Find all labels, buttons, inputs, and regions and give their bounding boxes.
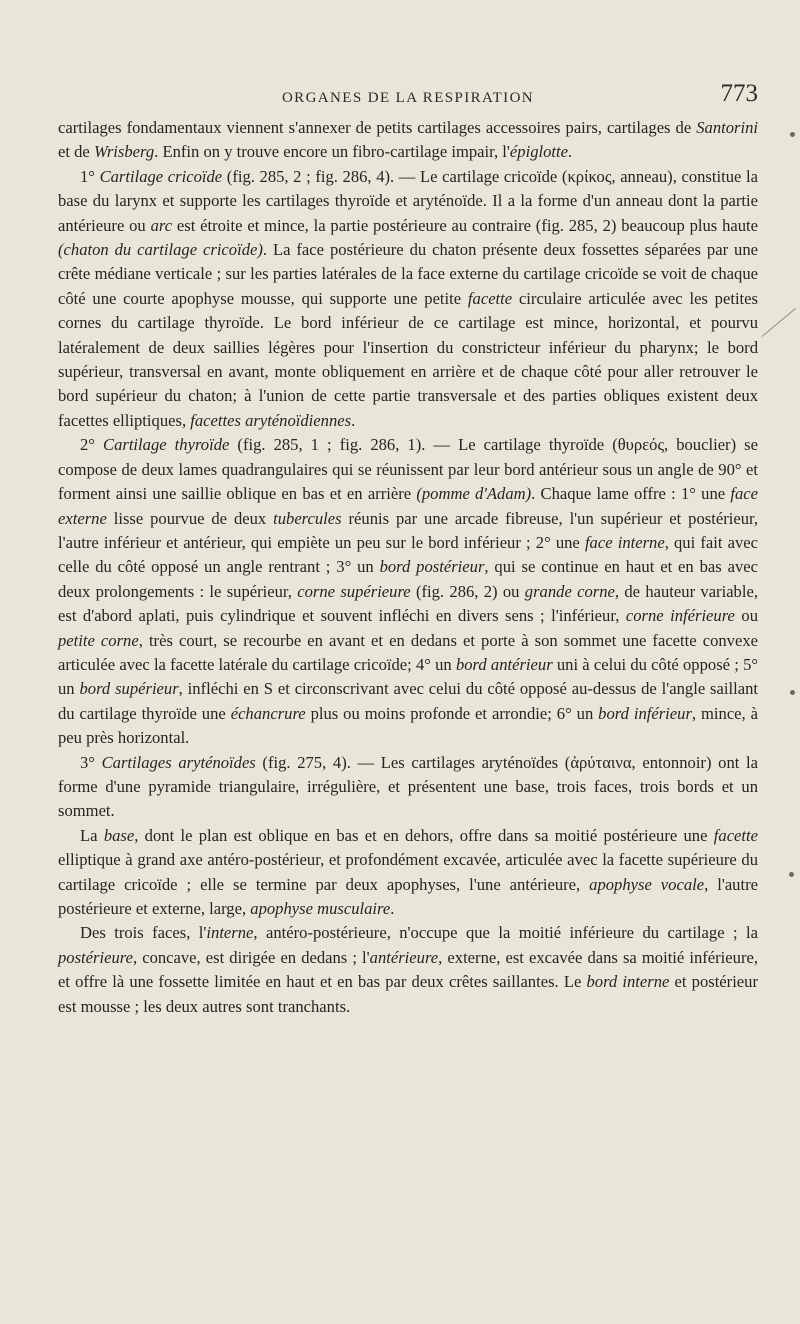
- italic-term: apophyse vocale: [589, 874, 705, 894]
- paragraph: [58, 751, 758, 824]
- italic-term: bord postérieur: [379, 557, 485, 577]
- italic-term: grande corne: [524, 581, 615, 601]
- italic-term: corne inférieure: [625, 606, 735, 626]
- text-run: 2°: [80, 435, 103, 455]
- italic-term: tubercules: [273, 508, 342, 528]
- text-run: , externe, est excavée dans sa moitié inférieure, et offre là une fossette limitée en haut et en bas par deux crêtes saillantes. Le: [58, 947, 758, 992]
- italic-term: facette: [713, 825, 759, 845]
- italic-term: facettes aryténoïdiennes: [190, 410, 352, 430]
- text-run: , infléchi en S et circonscrivant avec celui du côté opposé au-dessus de l'angle saillant du cartilage thyroïde une: [58, 679, 758, 723]
- text-run: elliptique à grand axe antéro-postérieur, et profondément excavée, articulée avec la facette supérieure du cartilage cricoïde ; elle se termine par deux apophyses, l'une antérieure,: [58, 850, 758, 894]
- text-run: , mince, à peu près horizontal.: [58, 703, 758, 748]
- italic-term: face externe: [58, 484, 758, 528]
- text-run: lisse pourvue de deux: [106, 508, 274, 528]
- italic-term: (chaton du cartilage cricoïde): [58, 240, 263, 260]
- text-run: , très court, se recourbe en avant et en dedans et porte à son sommet une facette convexe articulée avec la facette latérale du cartilage cricoïde; 4° un: [58, 630, 758, 674]
- text-run: ou: [734, 606, 759, 626]
- text-run: (fig. 285, 1 ; fig. 286, 1). — Le cartilage thyroïde (θυρεός, bouclier) se compose de deux lames quadrangulaires qui se réunissent par leur bord antérieur sous un angle de 90° et forment ainsi une saillie oblique en bas et en arrière: [58, 435, 758, 504]
- paragraph: [58, 165, 758, 433]
- text-run: (fig. 285, 2 ; fig. 286, 4). — Le cartilage cricoïde (κρίκος, anneau), constitue la base du larynx et supporte les cartilages thyroïde et aryténoïde. Il a la forme d'un anneau dont la partie antérieure ou: [58, 166, 758, 235]
- italic-term: épiglotte: [509, 142, 568, 162]
- italic-term: bord antérieur: [455, 654, 553, 674]
- paragraph: [58, 824, 758, 922]
- text-run: 1°: [80, 166, 100, 186]
- text-run: , dont le plan est oblique en bas et en dehors, offre dans sa moitié postérieure une: [134, 825, 714, 845]
- italic-term: apophyse musculaire: [250, 899, 391, 918]
- pencil-mark: [762, 308, 796, 337]
- italic-term: échancrure: [230, 703, 306, 723]
- text-run: (fig. 275, 4). — Les cartilages aryténoïdes (ἀρύταινα, entonnoir) ont la forme d'une pyramide triangulaire, irrégulière, et présentent une base, trois faces, trois bords et un sommet.: [58, 752, 758, 821]
- text-run: . Enfin on y trouve encore un fibro-cartilage impair, l': [154, 142, 510, 162]
- italic-term: Wrisberg: [93, 142, 155, 162]
- text-run: cartilages fondamentaux viennent s'annexer de petits cartilages accessoires pairs, cartilages de: [58, 118, 697, 137]
- text-run: réunis par une arcade fibreuse, l'un supérieur et postérieur, l'autre inférieur et antérieur, qui empiète un peu sur le bord inférieur ; 2° une: [58, 508, 758, 552]
- text-run: est étroite et mince, la partie postérieure au contraire (fig. 285, 2) beaucoup plus haute: [172, 215, 759, 235]
- italic-term: bord supérieur: [79, 679, 179, 699]
- italic-term: petite corne: [58, 630, 139, 650]
- italic-term: base: [103, 825, 135, 845]
- text-run: plus ou moins profonde et arrondie; 6° un: [305, 703, 599, 723]
- text-run: Des trois faces, l': [80, 923, 207, 943]
- text-run: , qui fait avec celle du côté opposé un angle rentrant ; 3° un: [58, 532, 758, 577]
- text-run: uni à celui du côté opposé ; 5° un: [58, 654, 758, 699]
- italic-term: bord interne: [586, 972, 670, 992]
- text-run: (fig. 286, 2) ou: [410, 581, 525, 601]
- text-run: , l'autre postérieure et externe, large,: [58, 874, 758, 918]
- text-run: circulaire articulée avec les petites cornes du cartilage thyroïde. Le bord inférieur de ce cartilage est mince, horizontal, et pourvu latéralement de deux saillies légères pour l'insertion du constricteur inférieur du pharynx; le bord supérieur, transversal en avant, monte obliquement en arrière et de chaque côté pour aller retrouver le bord supérieur du chaton; à l'union de cette partie transversale et des parties obliques existent deux facettes elliptiques,: [58, 288, 758, 430]
- italic-term: interne: [206, 923, 254, 943]
- italic-term: face interne: [584, 532, 665, 552]
- italic-term: facette: [467, 288, 513, 308]
- italic-term: Cartilage thyroïde: [103, 435, 230, 455]
- text-run: .: [390, 899, 395, 918]
- text-run: La: [80, 825, 104, 845]
- text-run: .: [567, 142, 573, 162]
- italic-term: antérieure: [369, 947, 439, 967]
- italic-term: Cartilages aryténoïdes: [101, 752, 256, 772]
- text-run: et postérieur est mousse ; les deux autres sont tranchants.: [58, 972, 758, 1016]
- running-head: ORGANES DE LA RESPIRATION: [281, 90, 535, 106]
- paragraph: [58, 116, 758, 165]
- text-run: . Chaque lame offre : 1° une: [531, 484, 731, 504]
- italic-term: corne supérieure: [297, 581, 411, 601]
- body-text: [58, 116, 758, 1019]
- italic-term: Cartilage cricoïde: [99, 166, 223, 186]
- text-run: , qui se continue en haut et en bas avec deux prolongements : le supérieur,: [58, 557, 758, 601]
- text-run: 3°: [80, 752, 102, 772]
- italic-term: postérieure: [58, 947, 133, 967]
- margin-dot: [790, 690, 795, 695]
- text-run: et de: [58, 142, 94, 162]
- text-run: .: [351, 410, 356, 430]
- italic-term: arc: [150, 215, 173, 235]
- paragraph: [58, 433, 758, 750]
- italic-term: (pomme d'Adam): [416, 484, 532, 504]
- italic-term: Santorini: [696, 118, 758, 137]
- text-run: . La face postérieure du chaton présente deux fossettes séparées par une crête médiane verticale ; sur les parties latérales de la face externe du cartilage cricoïde se voit de chaque côté une courte apophyse mousse, qui supporte une petite: [58, 240, 758, 308]
- text-run: , concave, est dirigée en dedans ; l': [132, 947, 370, 967]
- page-header: [58, 80, 758, 114]
- margin-dot: [789, 872, 794, 877]
- italic-term: bord inférieur: [598, 703, 692, 723]
- text-run: , de hauteur variable, est d'abord aplati, puis cylindrique et souvent infléchi en divers sens ; l'inférieur,: [58, 581, 758, 626]
- text-run: , antéro-postérieure, n'occupe que la moitié inférieure du cartilage ; la: [253, 923, 758, 943]
- paragraph: [58, 921, 758, 1019]
- margin-dot: [790, 132, 795, 137]
- page-number: 773: [720, 80, 758, 107]
